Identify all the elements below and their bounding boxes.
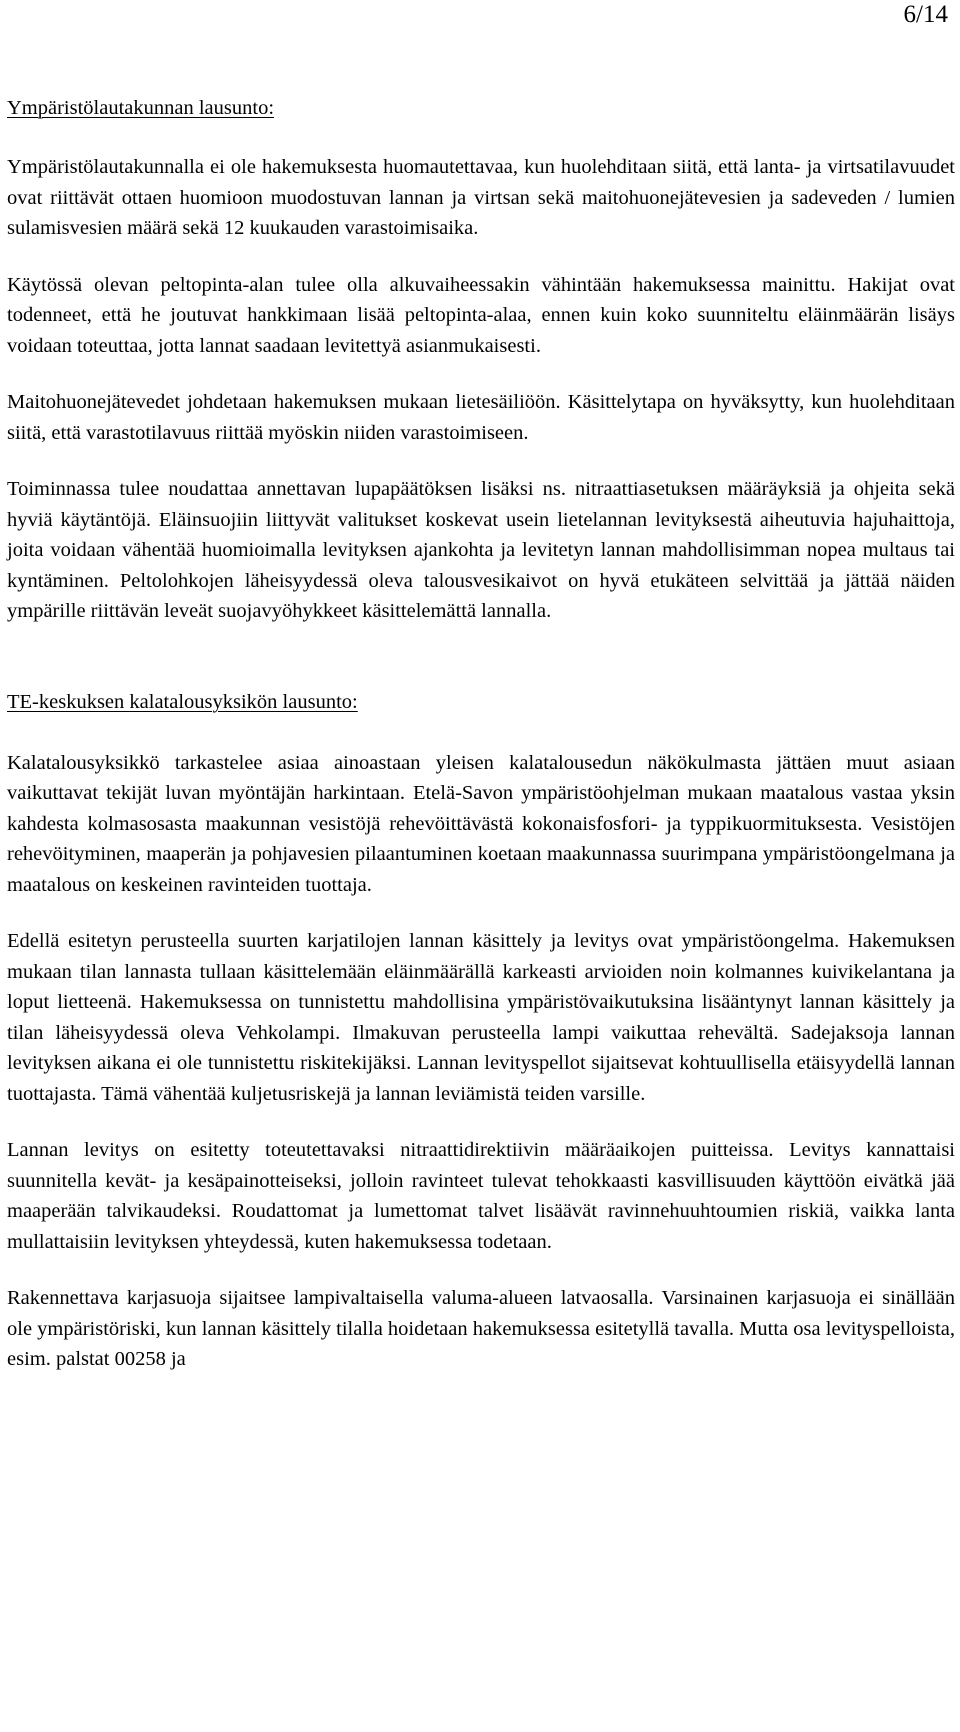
paragraph: Lannan levitys on esitetty toteutettavaksi nitraattidirektiivin määräaikojen puitteissa. Levitys kannattaisi suunnitella kevät- ja kesäpainotteiseksi, jolloin ravinteet tulevat tehokkaasti kasvillisuuden käyttöön eivätkä jää maaperään talvikaudeksi. Roudattomat ja lumettomat talvet lisäävät ravinnehuuhtoumien riskiä, vaikka lanta mullattaisiin levityksen yhteydessä, kuten hakemuksessa todetaan. <box>7 1139 955 1253</box>
page-number: 6/14 <box>903 1 948 28</box>
section-heading: Ympäristölautakunnan lausunto: <box>7 97 275 119</box>
document-body <box>7 96 955 1375</box>
paragraph: Toiminnassa tulee noudattaa annettavan lupapäätöksen lisäksi ns. nitraattiasetuksen määräyksiä ja ohjeita sekä hyviä käytäntöjä. Eläinsuojiin liittyvät valitukset koskevat usein lietelannan levityksestä aiheutuvia hajuhaittoja, joita voidaan vähentää huomioimalla levityksen ajankohta ja levitetyn lannan mahdollisimman nopea multaus tai kyntäminen. Peltolohkojen läheisyydessä oleva talousvesikaivot on hyvä etukäteen selvittää ja jättää näiden ympärille riittävän leveät suojavyöhykkeet käsittelemättä lannalla. <box>7 478 955 622</box>
section-fisheries-unit-statement <box>7 690 955 1375</box>
paragraph: Käytössä olevan peltopinta-alan tulee olla alkuvaiheessakin vähintään hakemuksessa mainittu. Hakijat ovat todenneet, että he joutuvat hankkimaan lisää peltopinta-alaa, ennen kuin koko suunniteltu eläinmäärän lisäys voidaan toteuttaa, jotta lannat saadaan levitettyä asianmukaisesti. <box>7 273 955 357</box>
paragraph: Kalatalousyksikkö tarkastelee asiaa ainoastaan yleisen kalatalousedun näkökulmasta jättäen muut asiaan vaikuttavat tekijät luvan myöntäjän harkintaan. Etelä-Savon ympäristöohjelman mukaan maatalous vastaa yksin kahdesta kolmasosasta maakunnan vesistöjä rehevöittävästä kokonaisfosfori- ja typpikuormituksesta. Vesistöjen rehevöityminen, maaperän ja pohjavesien pilaantuminen koetaan maakunnassa suurimpana ympäristöongelmana ja maatalous on keskeinen ravinteiden tuottaja. <box>7 751 955 896</box>
paragraph: Ympäristölautakunnalla ei ole hakemuksesta huomautettavaa, kun huolehditaan siitä, että lanta- ja virtsatilavuudet ovat riittävät ottaen huomioon muodostuvan lannan ja virtsan sekä maitohuonejätevesien ja sadeveden / lumien sulamisvesien määrä sekä 12 kuukauden varastoimisaika. <box>7 156 955 239</box>
section-environment-board-statement <box>7 96 955 627</box>
paragraph: Edellä esitetyn perusteella suurten karjatilojen lannan käsittely ja levitys ovat ympäristöongelma. Hakemuksen mukaan tilan lannasta tullaan käsittelemään eläinmäärällä karkeasti arvioiden noin kolmannes kuivikelantana ja loput lietteenä. Hakemuksessa on tunnistettu mahdollisina ympäristövaikutuksina lisääntynyt lannan käsittely ja tilan läheisyydessä oleva Vehkolampi. Ilmakuvan perusteella lampi vaikuttaa rehevältä. Sadejaksoja lannan levityksen aikana ei ole tunnistettu riskitekijäksi. Lannan levityspellot sijaitsevat kohtuullisella etäisyydellä lannan tuottajasta. Tämä vähentää kuljetusriskejä ja lannan leviämistä teiden varsille. <box>7 930 955 1105</box>
paragraph: Rakennettava karjasuoja sijaitsee lampivaltaisella valuma-alueen latvaosalla. Varsinainen karjasuoja ei sinällään ole ympäristöriski, kun lannan käsittely tilalla hoidetaan hakemuksessa esitetyllä tavalla. Mutta osa levityspelloista, esim. palstat 00258 ja <box>7 1287 955 1370</box>
paragraph: Maitohuonejätevedet johdetaan hakemuksen mukaan lietesäiliöön. Käsittelytapa on hyväksytty, kun huolehditaan siitä, että varastotilavuus riittää myöskin niiden varastoimiseen. <box>7 391 955 444</box>
section-heading: TE-keskuksen kalatalousyksikön lausunto: <box>7 690 358 713</box>
